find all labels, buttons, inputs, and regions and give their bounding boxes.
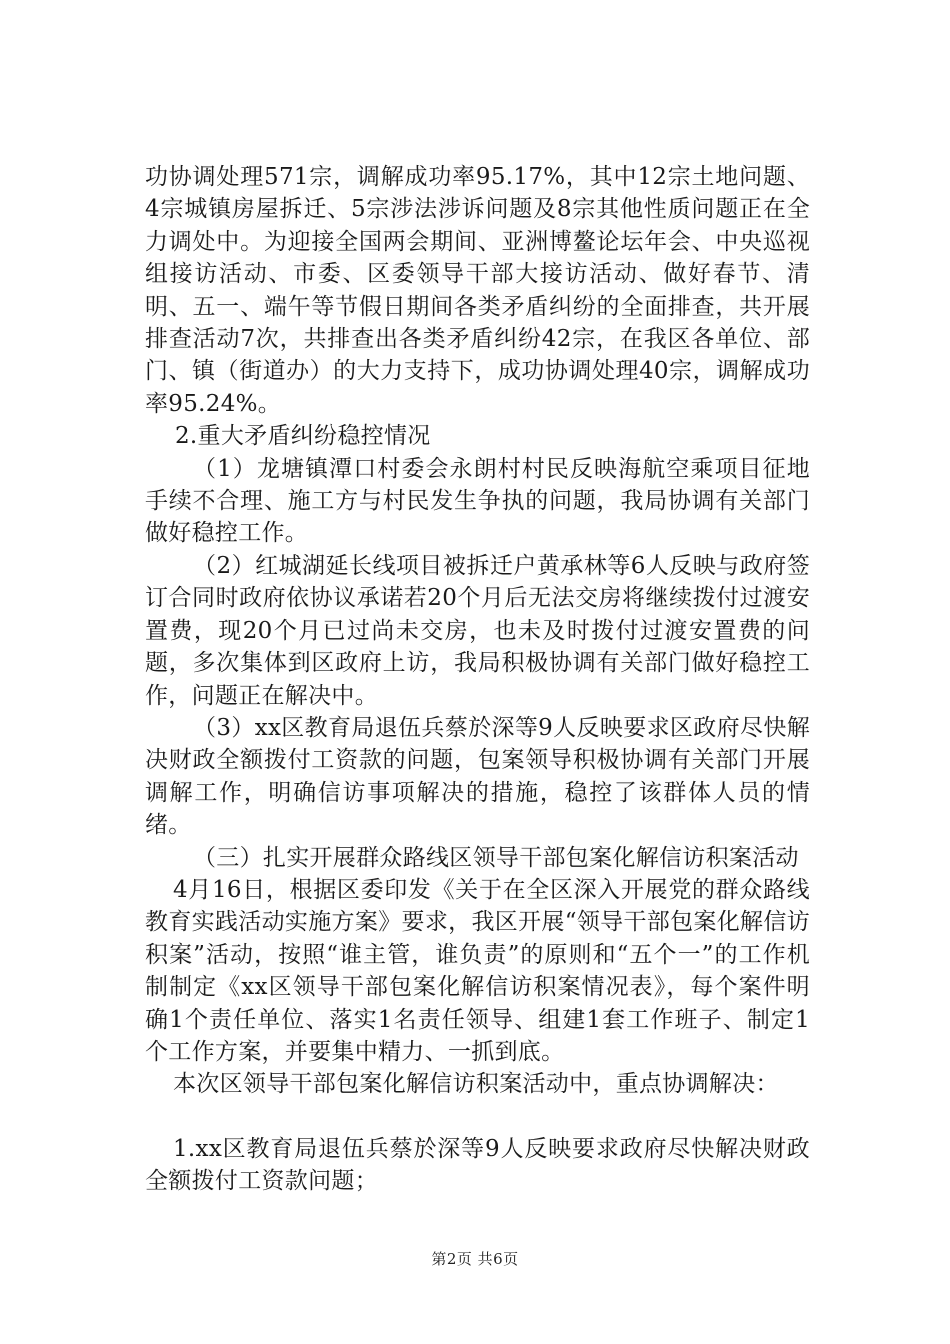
paragraph-key-issue-1: 1.xx区教育局退伍兵蔡於深等9人反映要求政府尽快解决财政全额拨付工资款问题； bbox=[145, 1135, 810, 1195]
paragraph-statistics: 功协调处理571宗，调解成功率95.17%，其中12宗土地问题、4宗城镇房屋拆迁、5宗涉法涉诉问题及8宗其他性质问题正在全力调处中。为迎接全国两会期间、亚洲博鳌论坛年会、中央巡视组接访活动、市委、区委领导干部大接访活动、做好春节、清明、五一、端午等节假日期间各类矛盾纠纷的全面排查，共开展排查活动7次，共排查出各类矛盾纠纷42宗，在我区各单位、部门、镇（街道办）的大力支持下，成功协调处理40宗，调解成功率95.24%。 bbox=[145, 164, 810, 417]
paragraph-key-issues-intro: 本次区领导干部包案化解信访积案活动中，重点协调解决： bbox=[173, 1071, 779, 1098]
section-heading-activity: （三）扎实开展群众路线区领导干部包案化解信访积案活动 bbox=[193, 844, 799, 871]
section-heading-major-disputes: 2.重大矛盾纠纷稳控情况 bbox=[175, 423, 431, 450]
document-body bbox=[145, 161, 810, 1198]
paragraph-item-3: （3）xx区教育局退伍兵蔡於深等9人反映要求区政府尽快解决财政全额拨付工资款的问题，包案领导积极协调有关部门开展调解工作，明确信访事项解决的措施，稳控了该群体人员的情绪。 bbox=[145, 714, 810, 839]
paragraph-activity-details: 4月16日，根据区委印发《关于在全区深入开展党的群众路线教育实践活动实施方案》要求，我区开展“领导干部包案化解信访积案”活动，按照“谁主管，谁负责”的原则和“五个一”的工作机制制定《xx区领导干部包案化解信访积案情况表》，每个案件明确1个责任单位、落实1名责任领导、组建1套工作班子、制定1个工作方案，并要集中精力、一抓到底。 bbox=[145, 876, 810, 1065]
paragraph-item-2: （2）红城湖延长线项目被拆迁户黄承林等6人反映与政府签订合同时政府依协议承诺若20个月后无法交房将继续拨付过渡安置费，现20个月已过尚未交房，也未及时拨付过渡安置费的问题，多次集体到区政府上访，我局积极协调有关部门做好稳控工作，问题正在解决中。 bbox=[145, 552, 810, 709]
page-number-footer: 第2页 共6页 bbox=[431, 1250, 519, 1268]
paragraph-item-1: （1）龙塘镇潭口村委会永朗村村民反映海航空乘项目征地手续不合理、施工方与村民发生争执的问题，我局协调有关部门做好稳控工作。 bbox=[145, 455, 810, 547]
